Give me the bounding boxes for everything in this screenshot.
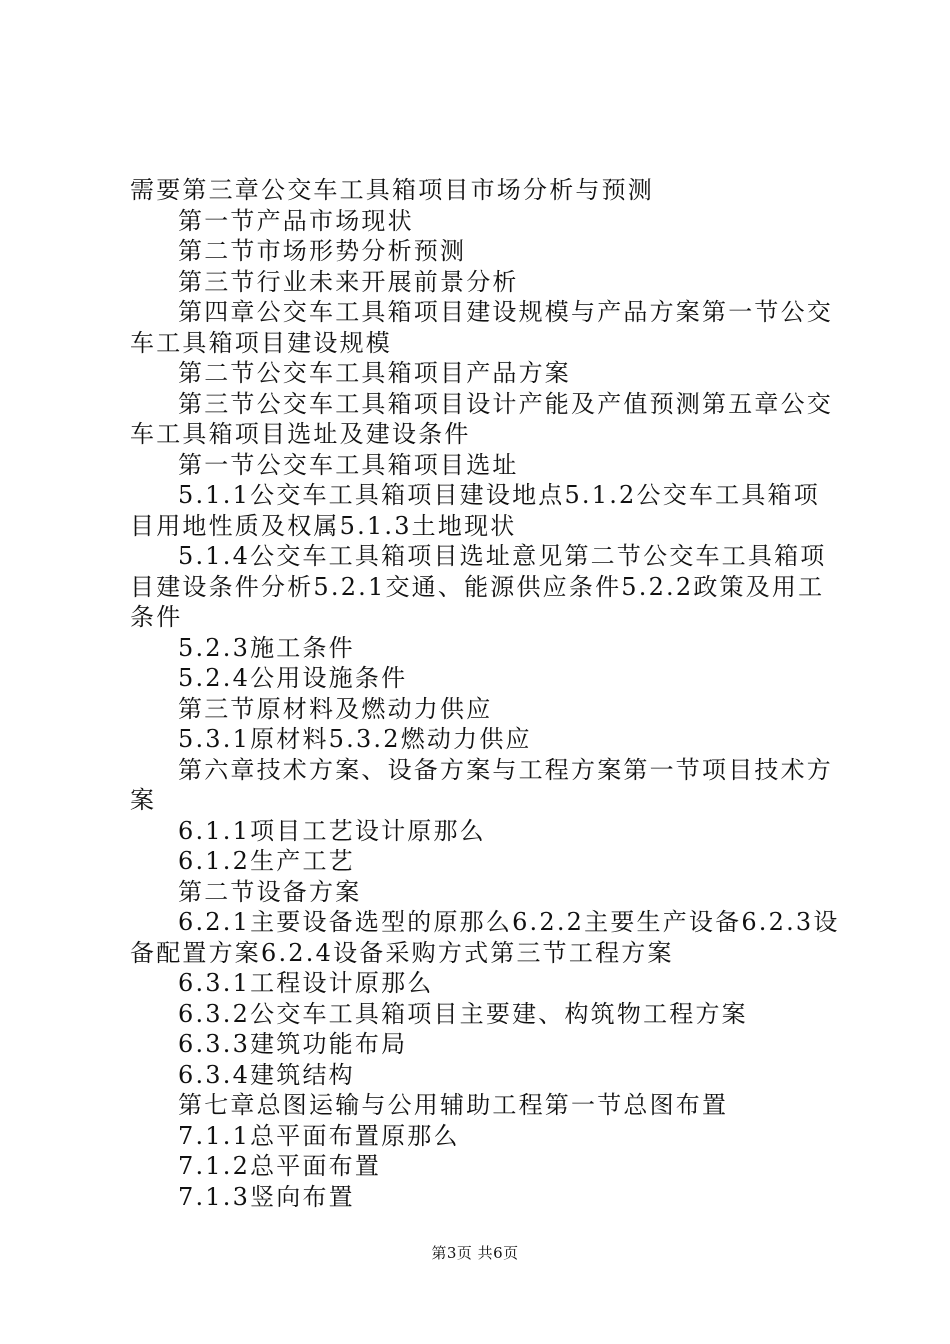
toc-line: 第三节原材料及燃动力供应 — [178, 694, 493, 723]
toc-line: 第二节设备方案 — [178, 877, 362, 906]
toc-line: 5.2.3施工条件 — [178, 633, 355, 662]
toc-line: 第六章技术方案、设备方案与工程方案第一节项目技术方案 — [130, 755, 833, 814]
toc-line: 6.3.1工程设计原那么 — [178, 969, 434, 997]
toc-line: 6.3.2公交车工具箱项目主要建、构筑物工程方案 — [178, 999, 748, 1028]
toc-line: 6.2.1主要设备选型的原那么6.2.2主要生产设备6.2.3设备配置方案6.2.4设备采购方式第三节工程方案 — [130, 908, 840, 967]
document-body — [130, 175, 842, 1212]
toc-line: 6.1.1项目工艺设计原那么 — [178, 816, 486, 845]
toc-line: 第一节产品市场现状 — [178, 206, 414, 235]
toc-line: 第七章总图运输与公用辅助工程第一节总图布置 — [178, 1091, 729, 1119]
toc-line: 6.1.2生产工艺 — [178, 847, 355, 875]
toc-line: 5.1.1公交车工具箱项目建设地点5.1.2公交车工具箱项目用地性质及权属5.1.3土地现状 — [130, 481, 820, 540]
toc-line: 第一节公交车工具箱项目选址 — [178, 450, 519, 479]
toc-line: 第二节市场形势分析预测 — [178, 237, 467, 265]
toc-line: 第三节行业未来开展前景分析 — [178, 267, 519, 296]
toc-line: 需要第三章公交车工具箱项目市场分析与预测 — [130, 176, 654, 204]
toc-line: 第四章公交车工具箱项目建设规模与产品方案第一节公交车工具箱项目建设规模 — [130, 298, 833, 357]
toc-line: 6.3.3建筑功能布局 — [178, 1030, 408, 1058]
toc-line: 5.1.4公交车工具箱项目选址意见第二节公交车工具箱项目建设条件分析5.2.1交通、能源供应条件5.2.2政策及用工条件 — [130, 542, 827, 631]
toc-line: 5.3.1原材料5.3.2燃动力供应 — [178, 725, 532, 753]
toc-line: 6.3.4建筑结构 — [178, 1060, 355, 1089]
toc-line: 第二节公交车工具箱项目产品方案 — [178, 359, 571, 387]
toc-line: 7.1.1总平面布置原那么 — [178, 1121, 460, 1150]
toc-line: 第三节公交车工具箱项目设计产能及产值预测第五章公交车工具箱项目选址及建设条件 — [130, 389, 833, 448]
toc-line: 7.1.3竖向布置 — [178, 1182, 355, 1211]
toc-line: 5.2.4公用设施条件 — [178, 664, 408, 692]
page-number-footer: 第3页 共6页 — [431, 1244, 519, 1262]
toc-line: 7.1.2总平面布置 — [178, 1152, 382, 1180]
